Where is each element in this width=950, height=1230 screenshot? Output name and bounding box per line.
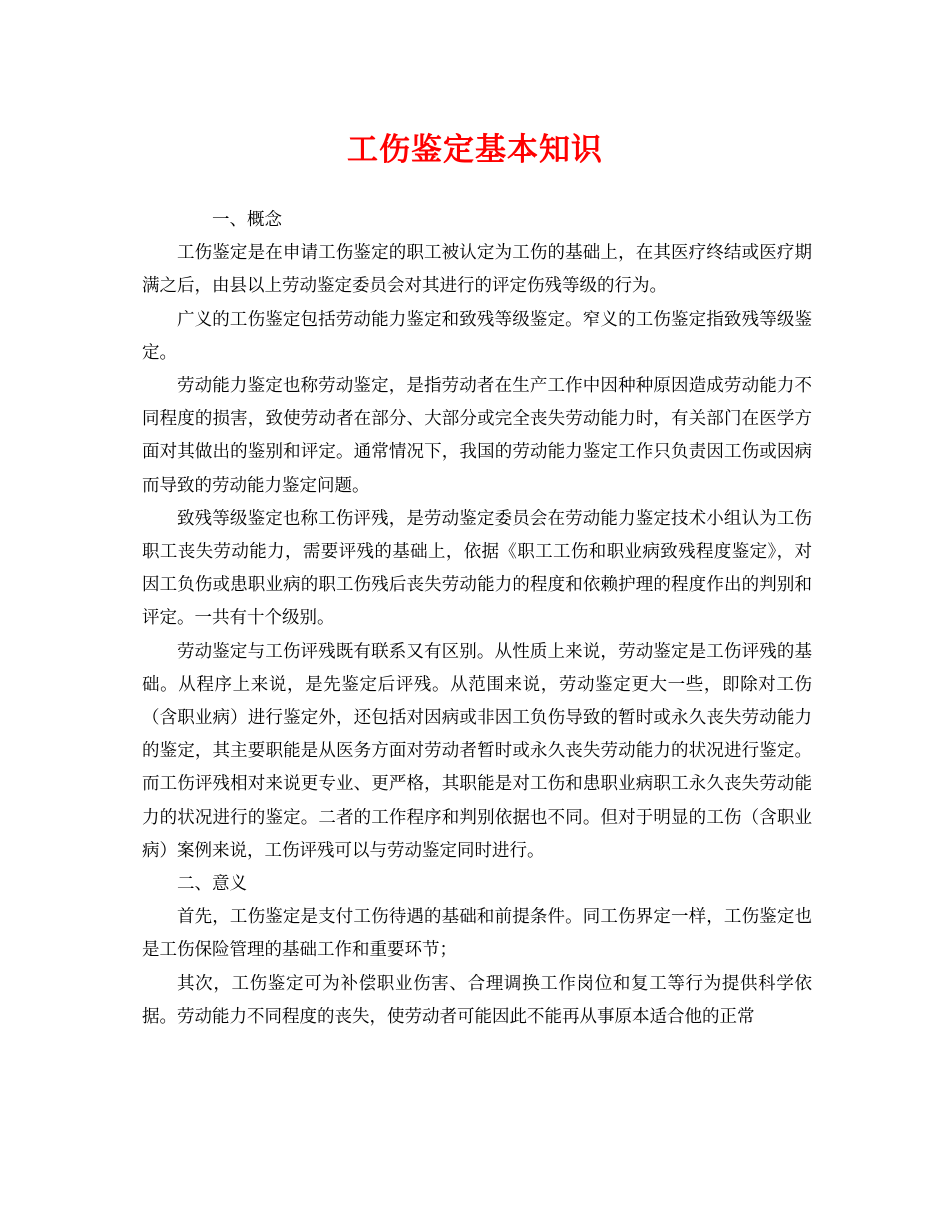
paragraph: 劳动能力鉴定也称劳动鉴定，是指劳动者在生产工作中因种种原因造成劳动能力不同程度的损害，致使劳动者在部分、大部分或完全丧失劳动能力时，有关部门在医学方面对其做出的鉴别和评定。通常情况下，我国的劳动能力鉴定工作只负责因工伤或因病而导致的劳动能力鉴定问题。 xyxy=(142,376,812,496)
paragraph: 广义的工伤鉴定包括劳动能力鉴定和致残等级鉴定。窄义的工伤鉴定指致残等级鉴定。 xyxy=(142,309,812,363)
document-body xyxy=(142,204,812,1034)
section-heading-significance: 二、意义 xyxy=(177,874,247,895)
document-title: 工伤鉴定基本知识 xyxy=(347,132,603,168)
paragraph: 工伤鉴定是在申请工伤鉴定的职工被认定为工伤的基础上，在其医疗终结或医疗期满之后，由县以上劳动鉴定委员会对其进行的评定伤残等级的行为。 xyxy=(142,243,812,297)
paragraph: 首先，工伤鉴定是支付工伤待遇的基础和前提条件。同工伤界定一样，工伤鉴定也是工伤保险管理的基础工作和重要环节； xyxy=(142,907,812,961)
paragraph: 致残等级鉴定也称工伤评残，是劳动鉴定委员会在劳动能力鉴定技术小组认为工伤职工丧失劳动能力，需要评残的基础上，依据《职工工伤和职业病致残程度鉴定》，对因工负伤或患职业病的职工伤残后丧失劳动能力的程度和依赖护理的程度作出的判别和评定。一共有十个级别。 xyxy=(142,508,812,629)
paragraph: 其次，工伤鉴定可为补偿职业伤害、合理调换工作岗位和复工等行为提供科学依据。劳动能力不同程度的丧失，使劳动者可能因此不能再从事原本适合他的正常 xyxy=(142,973,812,1027)
paragraph: 劳动鉴定与工伤评残既有联系又有区别。从性质上来说，劳动鉴定是工伤评残的基础。从程序上来说，是先鉴定后评残。从范围来说，劳动鉴定更大一些，即除对工伤（含职业病）进行鉴定外，还包括对因病或非因工负伤导致的暂时或永久丧失劳动能力的鉴定，其主要职能是从医务方面对劳动者暂时或永久丧失劳动能力的状况进行鉴定。而工伤评残相对来说更专业、更严格，其职能是对工伤和患职业病职工永久丧失劳动能力的状况进行的鉴定。二者的工作程序和判别依据也不同。但对于明显的工伤（含职业病）案例来说，工伤评残可以与劳动鉴定同时进行。 xyxy=(142,641,812,861)
section-heading-concept: 一、概念 xyxy=(212,210,282,230)
